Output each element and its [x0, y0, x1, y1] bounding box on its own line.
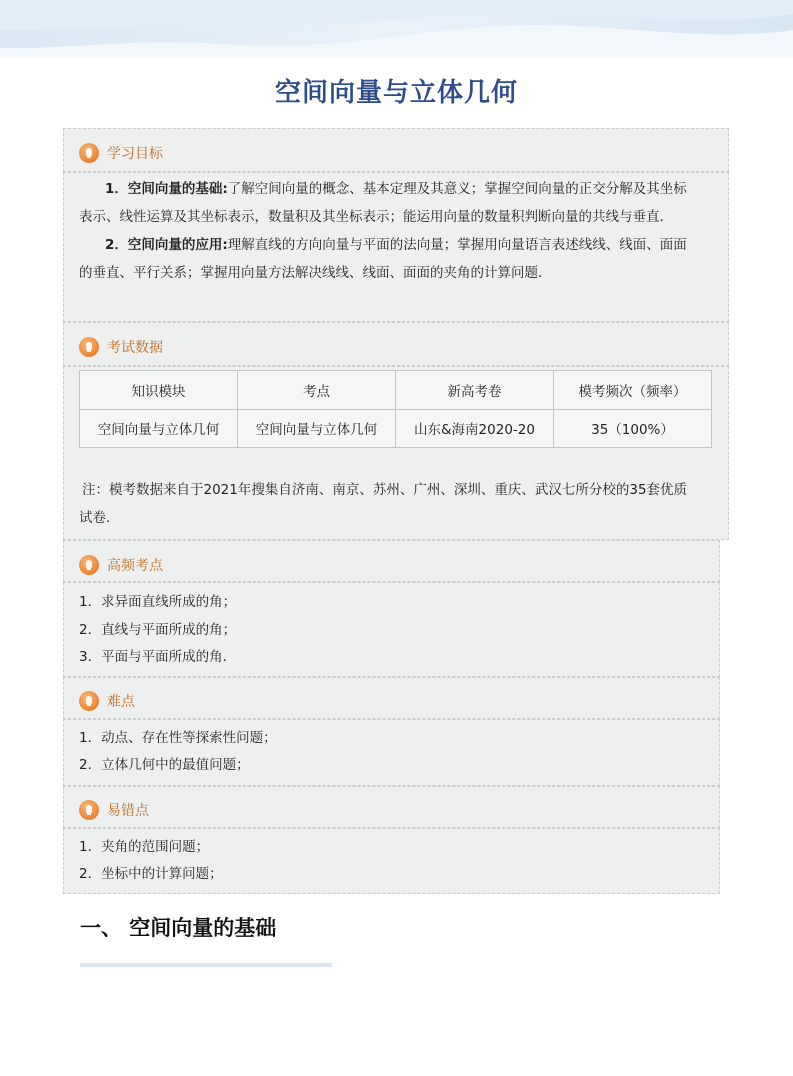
table-cell: 35（100%）	[554, 409, 712, 448]
table-header-cell: 考点	[238, 371, 396, 410]
goal-1-title: 1．空间向量的基础:	[105, 181, 228, 197]
document-title: 空间向量与立体几何	[274, 78, 518, 108]
lightbulb-icon	[79, 143, 99, 163]
goal-1-line-1	[79, 175, 719, 203]
table-row	[80, 409, 712, 448]
high-frequency-label: 高频考点	[107, 558, 163, 574]
goal-2-line-2: 的垂直、平行关系；掌握用向量方法解决线线、线面、面面的夹角的计算问题．	[79, 265, 552, 281]
difficult-points-header	[63, 688, 135, 714]
difficult-point-item: 1．动点、存在性等探索性问题；	[79, 730, 277, 746]
error-prone-header-box	[63, 786, 720, 828]
goal-2-title: 2．空间向量的应用:	[105, 237, 228, 253]
section-heading: 一、 空间向量的基础	[80, 916, 277, 940]
difficult-points-label: 难点	[107, 694, 135, 710]
high-frequency-item: 1．求异面直线所成的角；	[79, 594, 237, 610]
high-frequency-item: 3．平面与平面所成的角．	[79, 649, 237, 665]
table-header-cell: 知识模块	[80, 371, 238, 410]
goal-1-line-2: 表示、线性运算及其坐标表示，数量积及其坐标表示；能运用向量的数量积判断向量的共线与垂直．	[79, 209, 673, 225]
exam-data-table	[79, 370, 712, 448]
learning-goals-label: 学习目标	[107, 146, 163, 162]
table-header-cell: 新高考卷	[396, 371, 554, 410]
table-cell: 空间向量与立体几何	[80, 409, 238, 448]
error-prone-item: 1．夹角的范围问题；	[79, 839, 210, 855]
exam-data-note-line-2: 试卷.	[79, 510, 111, 526]
difficult-points-header-box	[63, 677, 720, 719]
lightbulb-icon	[79, 691, 99, 711]
error-prone-label: 易错点	[107, 803, 149, 819]
learning-goals-header	[63, 140, 163, 166]
difficult-point-item: 2．立体几何中的最值问题；	[79, 757, 250, 773]
error-prone-item: 2．坐标中的计算问题；	[79, 866, 223, 882]
exam-data-note-line-1: 注：模考数据来自于2021年搜集自济南、南京、苏州、广州、深圳、重庆、武汉七所分校的35套优质	[82, 482, 688, 498]
section-heading-underline	[80, 963, 332, 967]
table-header-row	[80, 371, 712, 410]
high-frequency-item: 2．直线与平面所成的角；	[79, 622, 237, 638]
table-header-cell: 模考频次（频率）	[554, 371, 712, 410]
exam-data-header	[63, 334, 163, 360]
lightbulb-icon	[79, 800, 99, 820]
exam-data-label: 考试数据	[107, 340, 163, 356]
lightbulb-icon	[79, 337, 99, 357]
goal-2-line-1	[79, 231, 719, 259]
header-wave-decoration	[0, 0, 793, 58]
high-frequency-header	[63, 552, 163, 578]
table-cell: 山东&海南2020-20	[396, 409, 554, 448]
error-prone-header	[63, 797, 149, 823]
table-cell: 空间向量与立体几何	[238, 409, 396, 448]
goal-2-text-1: 理解直线的方向向量与平面的法向量；掌握用向量语言表述线线、线面、面面	[227, 237, 687, 253]
goal-1-text-1: 了解空间向量的概念、基本定理及其意义；掌握空间向量的正交分解及其坐标	[227, 181, 687, 197]
lightbulb-icon	[79, 555, 99, 575]
